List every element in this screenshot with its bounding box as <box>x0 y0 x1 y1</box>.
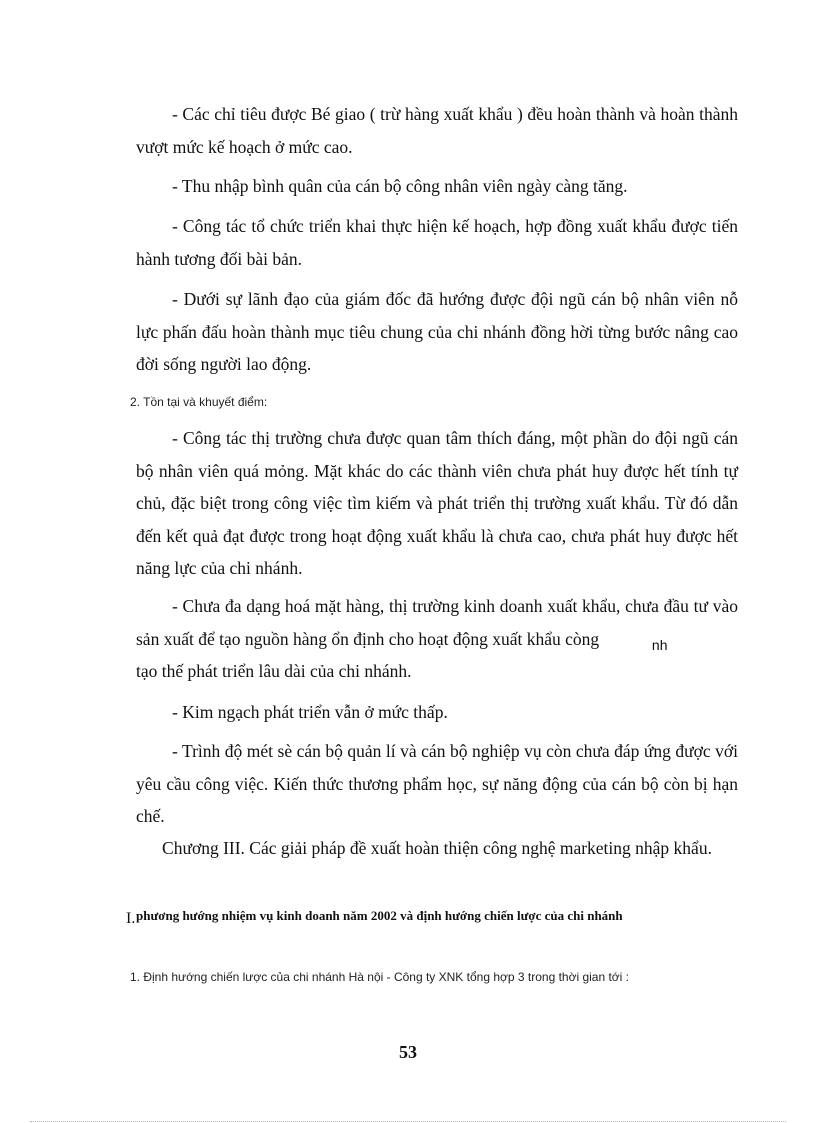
chapter-title: Chương III. Các giải pháp đề xuất hoàn thiện công nghệ marketing nhập khẩu. <box>162 838 712 858</box>
page-number: 53 <box>399 1042 417 1062</box>
section-2-title: 2. Tồn tại và khuyết điểm: <box>130 395 268 409</box>
paragraph-income: - Thu nhập bình quân của cán bộ công nhân viên ngày càng tăng. <box>172 176 628 196</box>
subsection-1-title: 1. Định hướng chiến lược của chi nhánh Hà nội - Công ty XNK tổng hợp 3 trong thời gian tới : <box>130 970 630 984</box>
paragraph-turnover: - Kim ngạch phát triển vẫn ở mức thấp. <box>172 702 448 722</box>
paragraph-organization: - Công tác tổ chức triển khai thực hiện kế hoạch, hợp đồng xuất khẩu được tiến hành tương đối bài bản. <box>136 216 738 269</box>
paragraph-targets-completed: - Các chỉ tiêu được Bé giao ( trừ hàng xuất khẩu ) đều hoàn thành và hoàn thành vượt mức kế hoạch ở mức cao. <box>136 104 738 157</box>
paragraph-diversification-part1: - Chưa đa dạng hoá mặt hàng, thị trường kinh doanh xuất khẩu, chưa đầu tư vào sản xuất để tạo nguồn hàng ổn định cho hoạt động xuất khẩu còng <box>136 596 738 649</box>
roman-numeral-one: I. <box>126 910 136 927</box>
stray-nh-text: nh <box>651 637 668 653</box>
paragraph-market-work: - Công tác thị trường chưa được quan tâm thích đáng, một phần do đội ngũ cán bộ nhân viên quá mỏng. Mặt khác do các thành viên chưa phát huy được hết tính tự chủ, đặc biệt trong công việc tìm kiếm và phát triển thị trường xuất khẩu. Từ đó dẫn đến kết quả đạt được trong hoạt động xuất khẩu là chưa cao, chưa phát huy được hết năng lực của chi nhánh. <box>136 428 738 578</box>
section-i-title: phương hướng nhiệm vụ kinh doanh năm 2002 và định hướng chiến lược của chi nhánh <box>136 908 623 923</box>
paragraph-leadership: - Dưới sự lãnh đạo của giám đốc đã hướng được đội ngũ cán bộ nhân viên nỗ lực phấn đấu hoàn thành mục tiêu chung của chi nhánh đồng hời từng bước nâng cao đời sống người lao động. <box>136 289 738 374</box>
page-bottom-divider <box>30 1121 786 1122</box>
paragraph-diversification-end: tạo thế phát triển lâu dài của chi nhánh. <box>136 661 412 681</box>
paragraph-staff-skills: - Trình độ mét sè cán bộ quản lí và cán bộ nghiệp vụ còn chưa đáp ứng được với yêu cầu công việc. Kiến thức thương phẩm học, sự năng động của cán bộ còn bị hạn chế. <box>136 741 738 826</box>
paragraph-diversification-line2 <box>136 622 738 656</box>
